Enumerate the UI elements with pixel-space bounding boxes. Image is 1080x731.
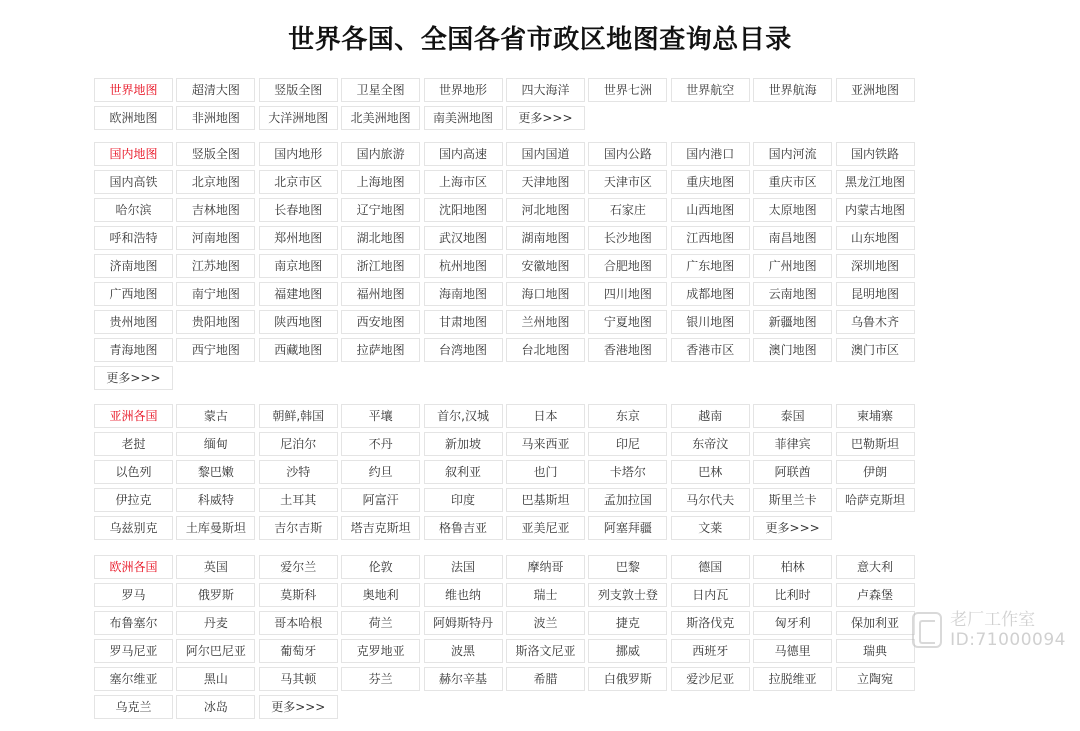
map-link[interactable]: 山东地图	[836, 226, 915, 250]
map-link[interactable]: 武汉地图	[424, 226, 503, 250]
map-link[interactable]: 爱沙尼亚	[671, 667, 750, 691]
map-link[interactable]: 斯洛文尼亚	[506, 639, 585, 663]
map-link[interactable]: 国内旅游	[341, 142, 420, 166]
map-link[interactable]: 匈牙利	[753, 611, 832, 635]
map-link[interactable]: 拉萨地图	[341, 338, 420, 362]
group-heading-link[interactable]: 欧洲各国	[94, 555, 173, 579]
map-link[interactable]: 布鲁塞尔	[94, 611, 173, 635]
map-link[interactable]: 法国	[424, 555, 503, 579]
map-link[interactable]: 巴基斯坦	[506, 488, 585, 512]
map-link[interactable]: 哥本哈根	[259, 611, 338, 635]
map-link[interactable]: 马德里	[753, 639, 832, 663]
map-link[interactable]: 贵阳地图	[176, 310, 255, 334]
map-link[interactable]: 孟加拉国	[588, 488, 667, 512]
map-link[interactable]: 塔吉克斯坦	[341, 516, 420, 540]
map-link[interactable]: 意大利	[836, 555, 915, 579]
map-link[interactable]: 郑州地图	[259, 226, 338, 250]
map-link[interactable]: 东帝汶	[671, 432, 750, 456]
map-link[interactable]: 合肥地图	[588, 254, 667, 278]
map-link[interactable]: 马尔代夫	[671, 488, 750, 512]
more-link[interactable]: 更多>>>	[506, 106, 585, 130]
map-link[interactable]: 重庆市区	[753, 170, 832, 194]
map-link[interactable]: 南京地图	[259, 254, 338, 278]
map-link[interactable]: 斯里兰卡	[753, 488, 832, 512]
map-link[interactable]: 澳门地图	[753, 338, 832, 362]
map-link[interactable]: 国内河流	[753, 142, 832, 166]
map-link[interactable]: 冰岛	[176, 695, 255, 719]
map-link[interactable]: 伊拉克	[94, 488, 173, 512]
map-link[interactable]: 云南地图	[753, 282, 832, 306]
map-link[interactable]: 福州地图	[341, 282, 420, 306]
map-link[interactable]: 四川地图	[588, 282, 667, 306]
map-link[interactable]: 土耳其	[259, 488, 338, 512]
map-link[interactable]: 文莱	[671, 516, 750, 540]
map-link[interactable]: 上海地图	[341, 170, 420, 194]
map-link[interactable]: 列支敦士登	[588, 583, 667, 607]
map-link[interactable]: 尼泊尔	[259, 432, 338, 456]
map-link[interactable]: 沈阳地图	[424, 198, 503, 222]
map-link[interactable]: 波黑	[424, 639, 503, 663]
map-link[interactable]: 乌鲁木齐	[836, 310, 915, 334]
directory	[94, 78, 1000, 731]
map-link[interactable]: 山西地图	[671, 198, 750, 222]
map-link[interactable]: 北京地图	[176, 170, 255, 194]
map-link[interactable]: 阿塞拜疆	[588, 516, 667, 540]
map-link[interactable]: 拉脱维亚	[753, 667, 832, 691]
map-link[interactable]: 浙江地图	[341, 254, 420, 278]
map-link[interactable]: 摩纳哥	[506, 555, 585, 579]
map-link[interactable]: 泰国	[753, 404, 832, 428]
map-link[interactable]: 国内地形	[259, 142, 338, 166]
map-link[interactable]: 太原地图	[753, 198, 832, 222]
map-link[interactable]: 河南地图	[176, 226, 255, 250]
map-link[interactable]: 菲律宾	[753, 432, 832, 456]
map-link[interactable]: 上海市区	[424, 170, 503, 194]
map-link[interactable]: 蒙古	[176, 404, 255, 428]
map-link[interactable]: 瑞士	[506, 583, 585, 607]
link-group	[94, 78, 1000, 134]
map-link[interactable]: 葡萄牙	[259, 639, 338, 663]
watermark-name: 老厂工作室	[950, 610, 1036, 630]
map-link[interactable]: 科威特	[176, 488, 255, 512]
map-link[interactable]: 兰州地图	[506, 310, 585, 334]
map-link[interactable]: 乌兹别克	[94, 516, 173, 540]
map-link[interactable]: 柬埔寨	[836, 404, 915, 428]
map-link[interactable]: 吉尔吉斯	[259, 516, 338, 540]
map-link[interactable]: 台北地图	[506, 338, 585, 362]
map-link[interactable]: 宁夏地图	[588, 310, 667, 334]
map-link[interactable]: 国内高速	[424, 142, 503, 166]
watermark	[912, 610, 1066, 650]
map-link[interactable]: 越南	[671, 404, 750, 428]
map-link[interactable]: 爱尔兰	[259, 555, 338, 579]
map-link[interactable]: 捷克	[588, 611, 667, 635]
map-link[interactable]: 亚洲地图	[836, 78, 915, 102]
map-link[interactable]: 重庆地图	[671, 170, 750, 194]
map-link[interactable]: 伦敦	[341, 555, 420, 579]
map-link[interactable]: 立陶宛	[836, 667, 915, 691]
map-link[interactable]: 世界航空	[671, 78, 750, 102]
group-heading-link[interactable]: 世界地图	[94, 78, 173, 102]
map-link[interactable]: 波兰	[506, 611, 585, 635]
map-link[interactable]: 马来西亚	[506, 432, 585, 456]
map-link[interactable]: 南昌地图	[753, 226, 832, 250]
map-link[interactable]: 南宁地图	[176, 282, 255, 306]
map-link[interactable]: 伊朗	[836, 460, 915, 484]
link-group	[94, 555, 1000, 723]
watermark-id: ID:71000094	[950, 630, 1066, 650]
map-link[interactable]: 约旦	[341, 460, 420, 484]
map-link[interactable]: 香港地图	[588, 338, 667, 362]
map-link[interactable]: 卫星全图	[341, 78, 420, 102]
map-link[interactable]: 南美洲地图	[424, 106, 503, 130]
map-link[interactable]: 白俄罗斯	[588, 667, 667, 691]
map-link[interactable]: 竖版全图	[259, 78, 338, 102]
map-link[interactable]: 阿姆斯特丹	[424, 611, 503, 635]
page-title: 世界各国、全国各省市政区地图查询总目录	[288, 25, 792, 55]
link-group	[94, 142, 1000, 394]
more-link[interactable]: 更多>>>	[94, 366, 173, 390]
map-link[interactable]: 成都地图	[671, 282, 750, 306]
map-link[interactable]: 石家庄	[588, 198, 667, 222]
map-link[interactable]: 新加坡	[424, 432, 503, 456]
map-link[interactable]: 陕西地图	[259, 310, 338, 334]
map-link[interactable]: 马其顿	[259, 667, 338, 691]
map-link[interactable]: 昆明地图	[836, 282, 915, 306]
map-link[interactable]: 内蒙古地图	[836, 198, 915, 222]
link-group	[94, 404, 1000, 544]
map-link[interactable]: 杭州地图	[424, 254, 503, 278]
map-link[interactable]: 新疆地图	[753, 310, 832, 334]
map-link[interactable]: 吉林地图	[176, 198, 255, 222]
map-link[interactable]: 济南地图	[94, 254, 173, 278]
map-link[interactable]: 巴勒斯坦	[836, 432, 915, 456]
map-link[interactable]: 保加利亚	[836, 611, 915, 635]
map-link[interactable]: 国内铁路	[836, 142, 915, 166]
map-link[interactable]: 比利时	[753, 583, 832, 607]
map-link[interactable]: 巴黎	[588, 555, 667, 579]
map-link[interactable]: 以色列	[94, 460, 173, 484]
map-link[interactable]: 赫尔辛基	[424, 667, 503, 691]
map-link[interactable]: 世界七洲	[588, 78, 667, 102]
map-link[interactable]: 长春地图	[259, 198, 338, 222]
map-link[interactable]: 也门	[506, 460, 585, 484]
map-link[interactable]: 欧洲地图	[94, 106, 173, 130]
map-link[interactable]: 奥地利	[341, 583, 420, 607]
map-link[interactable]: 斯洛伐克	[671, 611, 750, 635]
map-link[interactable]: 长沙地图	[588, 226, 667, 250]
map-link[interactable]: 黑龙江地图	[836, 170, 915, 194]
map-link[interactable]: 乌克兰	[94, 695, 173, 719]
map-link[interactable]: 贵州地图	[94, 310, 173, 334]
map-link[interactable]: 青海地图	[94, 338, 173, 362]
map-link[interactable]: 印尼	[588, 432, 667, 456]
map-link[interactable]: 四大海洋	[506, 78, 585, 102]
map-link[interactable]: 天津市区	[588, 170, 667, 194]
map-link[interactable]: 黑山	[176, 667, 255, 691]
map-link[interactable]: 江苏地图	[176, 254, 255, 278]
map-link[interactable]: 克罗地亚	[341, 639, 420, 663]
map-link[interactable]: 超清大图	[176, 78, 255, 102]
map-link[interactable]: 巴林	[671, 460, 750, 484]
map-link[interactable]: 北美洲地图	[341, 106, 420, 130]
map-link[interactable]: 罗马	[94, 583, 173, 607]
map-link[interactable]: 朝鲜,韩国	[259, 404, 338, 428]
map-link[interactable]: 国内港口	[671, 142, 750, 166]
map-link[interactable]: 河北地图	[506, 198, 585, 222]
map-link[interactable]: 西宁地图	[176, 338, 255, 362]
map-link[interactable]: 缅甸	[176, 432, 255, 456]
more-link[interactable]: 更多>>>	[753, 516, 832, 540]
map-link[interactable]: 印度	[424, 488, 503, 512]
map-link[interactable]: 国内国道	[506, 142, 585, 166]
map-link[interactable]: 卡塔尔	[588, 460, 667, 484]
watermark-text	[950, 610, 1066, 650]
map-link[interactable]: 不丹	[341, 432, 420, 456]
map-link[interactable]: 日内瓦	[671, 583, 750, 607]
map-link[interactable]: 维也纳	[424, 583, 503, 607]
map-link[interactable]: 台湾地图	[424, 338, 503, 362]
map-link[interactable]: 哈萨克斯坦	[836, 488, 915, 512]
map-link[interactable]: 叙利亚	[424, 460, 503, 484]
map-link[interactable]: 广州地图	[753, 254, 832, 278]
map-link[interactable]: 呼和浩特	[94, 226, 173, 250]
map-link[interactable]: 东京	[588, 404, 667, 428]
map-link[interactable]: 湖南地图	[506, 226, 585, 250]
map-link[interactable]: 非洲地图	[176, 106, 255, 130]
map-link[interactable]: 希腊	[506, 667, 585, 691]
map-link[interactable]: 天津地图	[506, 170, 585, 194]
map-link[interactable]: 西安地图	[341, 310, 420, 334]
map-link[interactable]: 世界航海	[753, 78, 832, 102]
map-link[interactable]: 国内高铁	[94, 170, 173, 194]
map-link[interactable]: 广东地图	[671, 254, 750, 278]
map-link[interactable]: 西班牙	[671, 639, 750, 663]
map-link[interactable]: 格鲁吉亚	[424, 516, 503, 540]
map-link[interactable]: 北京市区	[259, 170, 338, 194]
map-link[interactable]: 广西地图	[94, 282, 173, 306]
map-link[interactable]: 阿尔巴尼亚	[176, 639, 255, 663]
map-link[interactable]: 辽宁地图	[341, 198, 420, 222]
group-heading-link[interactable]: 亚洲各国	[94, 404, 173, 428]
map-link[interactable]: 阿联酋	[753, 460, 832, 484]
map-link[interactable]: 甘肃地图	[424, 310, 503, 334]
map-link[interactable]: 哈尔滨	[94, 198, 173, 222]
map-link[interactable]: 瑞典	[836, 639, 915, 663]
map-link[interactable]: 福建地图	[259, 282, 338, 306]
map-link[interactable]: 芬兰	[341, 667, 420, 691]
group-heading-link[interactable]: 国内地图	[94, 142, 173, 166]
map-link[interactable]: 国内公路	[588, 142, 667, 166]
map-link[interactable]: 平壤	[341, 404, 420, 428]
map-link[interactable]: 海南地图	[424, 282, 503, 306]
map-link[interactable]: 塞尔维亚	[94, 667, 173, 691]
map-link[interactable]: 澳门市区	[836, 338, 915, 362]
map-link[interactable]: 老挝	[94, 432, 173, 456]
map-link[interactable]: 柏林	[753, 555, 832, 579]
map-link[interactable]: 安徽地图	[506, 254, 585, 278]
map-link[interactable]: 海口地图	[506, 282, 585, 306]
map-link[interactable]: 大洋洲地图	[259, 106, 338, 130]
map-link[interactable]: 竖版全图	[176, 142, 255, 166]
map-link[interactable]: 土库曼斯坦	[176, 516, 255, 540]
more-link[interactable]: 更多>>>	[259, 695, 338, 719]
map-link[interactable]: 荷兰	[341, 611, 420, 635]
map-link[interactable]: 俄罗斯	[176, 583, 255, 607]
map-link[interactable]: 世界地形	[424, 78, 503, 102]
map-link[interactable]: 首尔,汉城	[424, 404, 503, 428]
map-link[interactable]: 阿富汗	[341, 488, 420, 512]
map-link[interactable]: 黎巴嫩	[176, 460, 255, 484]
map-link[interactable]: 亚美尼亚	[506, 516, 585, 540]
map-link[interactable]: 深圳地图	[836, 254, 915, 278]
map-link[interactable]: 莫斯科	[259, 583, 338, 607]
map-link[interactable]: 沙特	[259, 460, 338, 484]
map-link[interactable]: 湖北地图	[341, 226, 420, 250]
map-link[interactable]: 江西地图	[671, 226, 750, 250]
map-link[interactable]: 丹麦	[176, 611, 255, 635]
map-link[interactable]: 香港市区	[671, 338, 750, 362]
map-link[interactable]: 西藏地图	[259, 338, 338, 362]
logo-icon	[912, 612, 942, 648]
map-link[interactable]: 罗马尼亚	[94, 639, 173, 663]
map-link[interactable]: 德国	[671, 555, 750, 579]
map-link[interactable]: 银川地图	[671, 310, 750, 334]
map-link[interactable]: 卢森堡	[836, 583, 915, 607]
map-link[interactable]: 挪威	[588, 639, 667, 663]
map-link[interactable]: 英国	[176, 555, 255, 579]
map-link[interactable]: 日本	[506, 404, 585, 428]
